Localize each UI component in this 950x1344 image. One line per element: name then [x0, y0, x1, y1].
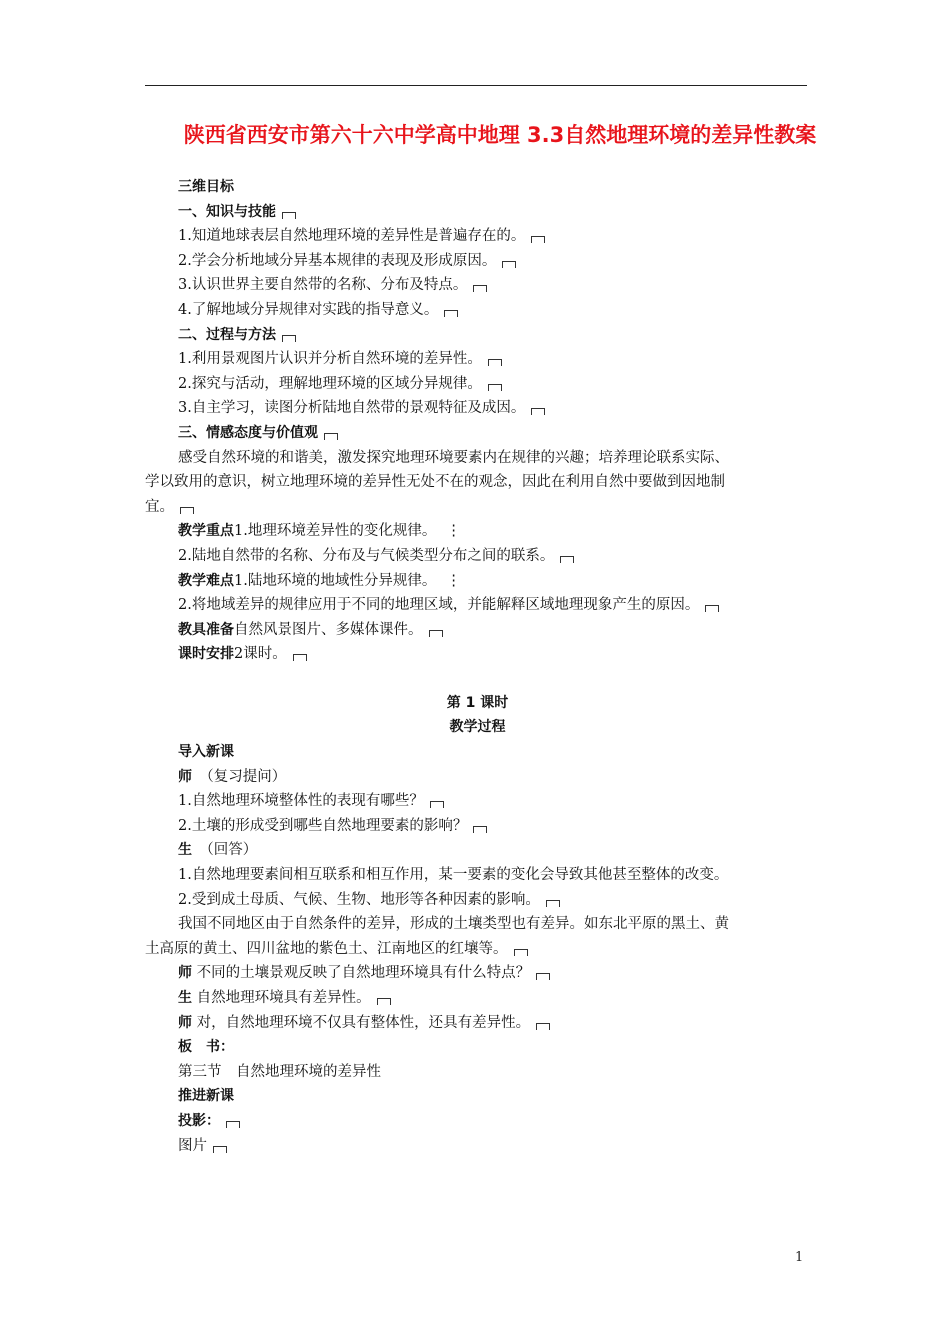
soil-paragraph-line-1: 我国不同地区由于自然条件的差异，形成的土壤类型也有差异。如东北平原的黑土、黄 — [178, 916, 729, 933]
difficult-points-label: 教学难点 — [178, 572, 234, 589]
soil-paragraph-end: 土高原的黄土、四川盆地的紫色土、江南地区的红壤等。 — [145, 940, 508, 957]
teacher-1-text: （复习提问） — [206, 768, 287, 785]
colon-mark-icon: ⋮ — [446, 523, 461, 540]
teacher-3-line — [145, 1011, 810, 1036]
lesson-subheading: 教学过程 — [449, 719, 506, 736]
objective-item: 1.知道地球表层自然地理环境的差异性是普遍存在的。 — [178, 228, 526, 245]
objectives-list — [145, 175, 810, 446]
paragraph-mark-icon — [560, 556, 574, 563]
emotion-paragraph-line-3 — [145, 495, 810, 520]
objective-line — [145, 249, 810, 274]
paragraph-mark-icon — [473, 826, 487, 833]
key-points-item-2-line — [145, 544, 810, 569]
picture-line — [145, 1134, 810, 1159]
section-heading: 二、过程与方法 — [178, 326, 276, 343]
paragraph-mark-icon — [429, 630, 443, 637]
student-label: 生 — [178, 842, 192, 859]
question-1: 1.自然地理环境整体性的表现有哪些？ — [178, 793, 424, 810]
soil-paragraph-line-2 — [145, 937, 810, 962]
paragraph-mark-icon — [226, 1121, 240, 1128]
document-title: 陕西省西安市第六十六中学高中地理 3.3自然地理环境的差异性教案 — [183, 123, 817, 147]
paragraph-mark-icon — [546, 900, 560, 907]
document-body — [145, 175, 810, 1158]
paragraph-mark-icon — [430, 801, 444, 808]
materials-text: 自然风景图片、多媒体课件。 — [234, 621, 423, 638]
objective-item: 3.认识世界主要自然带的名称、分布及特点。 — [178, 277, 468, 294]
paragraph-mark-icon — [473, 285, 487, 292]
board-label: 板 书： — [178, 1039, 234, 1056]
paragraph-mark-icon — [293, 654, 307, 661]
paragraph-mark-icon — [213, 1146, 227, 1153]
objective-item: 2.学会分析地域分异基本规律的表现及形成原因。 — [178, 252, 497, 269]
teacher-label: 师 — [178, 965, 192, 982]
objective-item: 3.自主学习，读图分析陆地自然带的景观特征及成因。 — [178, 400, 526, 417]
key-points-label: 教学重点 — [178, 523, 234, 540]
answer-2: 2.受到成土母质、气候、生物、地形等各种因素的影响。 — [178, 891, 540, 908]
difficult-points-item-1: 1.陆地环境的地域性分异规律。 — [234, 572, 437, 589]
materials-label: 教具准备 — [178, 621, 234, 638]
objective-line — [145, 175, 810, 200]
paragraph-mark-icon — [536, 1023, 550, 1030]
objective-line — [145, 200, 810, 225]
paragraph-mark-icon — [502, 261, 516, 268]
section-heading: 一、知识与技能 — [178, 203, 276, 220]
student-1-text: （回答） — [206, 842, 258, 859]
difficult-points-item-2-line — [145, 593, 810, 618]
intro-label: 导入新课 — [178, 744, 234, 761]
objective-item: 1.利用景观图片认识并分析自然环境的差异性。 — [178, 351, 482, 368]
key-points-item-2: 2.陆地自然带的名称、分布及与气候类型分布之间的联系。 — [178, 547, 555, 564]
objective-line — [145, 421, 810, 446]
board-text: 第三节 自然地理环境的差异性 — [178, 1063, 381, 1080]
teacher-3-text: 对，自然地理环境不仅具有整体性，还具有差异性。 — [196, 1014, 531, 1031]
paragraph-mark-icon — [282, 212, 296, 219]
section-heading: 三维目标 — [178, 179, 234, 195]
schedule-line — [145, 642, 810, 667]
projection-label: 投影： — [178, 1112, 220, 1129]
objective-item: 4.了解地域分异规律对实践的指导意义。 — [178, 301, 439, 318]
teacher-label: 师 — [178, 1014, 192, 1031]
paragraph-mark-icon — [324, 433, 338, 440]
objective-line — [145, 347, 810, 372]
advance-label: 推进新课 — [178, 1088, 234, 1105]
paragraph-mark-icon — [377, 998, 391, 1005]
question-1-line — [145, 789, 810, 814]
paragraph-mark-icon — [488, 384, 502, 391]
teacher-2-text: 不同的土壤景观反映了自然地理环境具有什么特点？ — [196, 965, 531, 982]
teacher-label: 师 — [178, 768, 192, 785]
schedule-text: 2课时。 — [234, 646, 287, 663]
emotion-paragraph-line-1: 感受自然环境的和谐美，激发探究地理环境要素内在规律的兴趣；培养理论联系实际、 — [178, 449, 729, 466]
student-2-line — [145, 986, 810, 1011]
student-2-text: 自然地理环境具有差异性。 — [196, 990, 371, 1006]
answer-1: 1.自然地理要素间相互联系和相互作用，某一要素的变化会导致其他甚至整体的改变。 — [178, 867, 729, 884]
paragraph-mark-icon — [514, 949, 528, 956]
paragraph-mark-icon — [488, 359, 502, 366]
answer-2-line — [145, 888, 810, 913]
objective-line — [145, 372, 810, 397]
page-number: 1 — [795, 1250, 804, 1265]
objective-line — [145, 298, 810, 323]
schedule-label: 课时安排 — [178, 646, 234, 663]
paragraph-mark-icon — [444, 310, 458, 317]
colon-mark-icon: ⋮ — [446, 572, 461, 589]
teacher-2-line — [145, 961, 810, 986]
key-points-item-1: 1.地理环境差异性的变化规律。 — [234, 523, 437, 540]
paragraph-mark-icon — [536, 973, 550, 980]
teacher-1-line — [145, 765, 810, 790]
emotion-paragraph-end: 宜。 — [145, 498, 174, 515]
difficult-points-item-2: 2.将地域差异的规律应用于不同的地理区域，并能解释区域地理现象产生的原因。 — [178, 597, 700, 614]
section-heading: 三、情感态度与价值观 — [178, 424, 318, 441]
paragraph-mark-icon — [531, 236, 545, 243]
materials-line — [145, 618, 810, 643]
objective-line — [145, 273, 810, 298]
student-1-line — [145, 838, 810, 863]
paragraph-mark-icon — [282, 335, 296, 342]
key-points-line — [145, 519, 810, 544]
difficult-points-line — [145, 569, 810, 594]
paragraph-mark-icon — [531, 408, 545, 415]
objective-item: 2.探究与活动，理解地理环境的区域分异规律。 — [178, 375, 482, 392]
question-2-line — [145, 814, 810, 839]
paragraph-mark-icon — [180, 507, 194, 514]
header-rule — [145, 85, 807, 86]
paragraph-mark-icon — [705, 605, 719, 612]
emotion-paragraph-line-2: 学以致用的意识，树立地理环境的差异性无处不在的观念，因此在利用自然中要做到因地制 — [145, 474, 725, 491]
projection-line — [145, 1109, 810, 1134]
answer-1-line — [145, 863, 810, 888]
picture-label: 图片 — [178, 1137, 207, 1154]
objective-line — [145, 396, 810, 421]
student-label: 生 — [178, 990, 192, 1006]
objective-line — [145, 224, 810, 249]
objective-line — [145, 323, 810, 348]
question-2: 2.土壤的形成受到哪些自然地理要素的影响？ — [178, 817, 468, 834]
lesson-heading: 第 1 课时 — [446, 694, 509, 711]
